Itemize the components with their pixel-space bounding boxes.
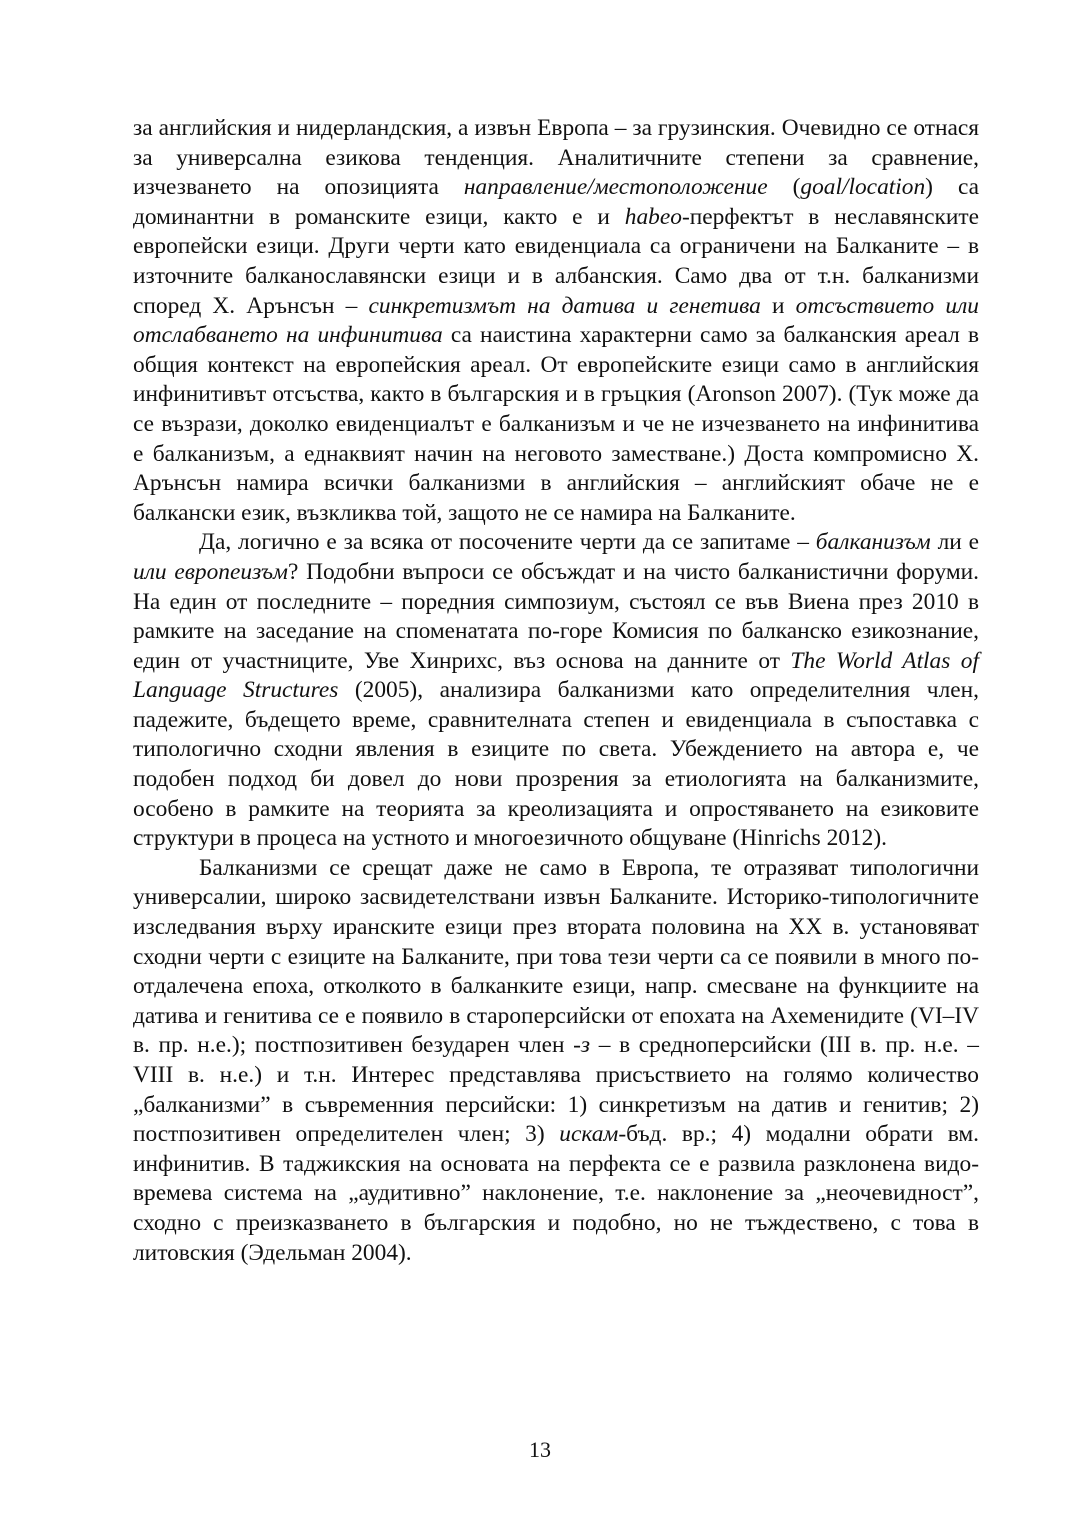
italic-text: goal/location: [800, 174, 926, 201]
italic-text: балканизъм: [815, 529, 931, 556]
italic-text: искам: [559, 1121, 619, 1148]
text-run: – в средноперсийски (III в. пр. н.е. – VIII в. н.е.) и т.н. Интерес представлява присъствието на голямо количество „балканизми” в съвременния персийски: 1) синкретизъм на датив и генитив; 2) постпозитивен определителен член; 3): [133, 1032, 979, 1148]
text-run: ? Подобни въпроси се обсъждат и на чисто балканистични форуми. На един от последните – поредния симпозиум, състоял се във Виена през 2010 в рамките на заседание на споменатата по-горе Комисия по балканско езикознание, един от участниците, Уве Хинрихс, въз основа на данните от: [133, 558, 979, 674]
text-run: -перфектът в неславянските европейски езици. Други черти като евиденциала са ограничени на Балканите – в източните балканославянски езици и в албанския. Само два от т.н. балканизми според Х. Арънсън –: [133, 203, 979, 319]
text-run: -бъд. вр.; 4) модални обрати вм. инфинитив. В таджикския на основата на перфекта се е развила разклонена видо-времева система на „аудитивно” наклонение, т.е. наклонение за „неочевидност”, сходно с преизказването в българския и подобно, но не тъждествено, с това в литовския (Эдельман 2004).: [133, 1121, 979, 1266]
paragraph-1: [133, 114, 979, 528]
text-run: (2005), анализира балканизми като определителния член, падежите, бъдещето време, сравнителната степен и евиденциала в съпоставка с типологично сходни явления в езиците по света. Убеждението на автора е, че подобен подход би довел до нови прозрения за етиологията на балканизмите, особено в рамките на теорията за креолизацията и опростяването на езиковите структури в процеса на устното и многоезичното общуване (Hinrichs 2012).: [133, 677, 979, 852]
page-number: 13: [529, 1437, 551, 1462]
text-run: и: [760, 292, 796, 319]
italic-text: направление/местоположение: [463, 174, 768, 201]
italic-text: синкретизмът на датива и генетива: [368, 292, 761, 319]
text-run: (: [767, 174, 801, 201]
italic-text: The World Atlas of Language Structures: [133, 647, 979, 704]
text-run: ) са доминантни в романските езици: [133, 174, 979, 230]
paragraph-2: [133, 528, 979, 854]
text-run: Да, логично е за всяка от посочените черти да се запитаме –: [199, 529, 816, 556]
paragraph-3: [133, 854, 979, 1268]
italic-text: отсъствието или отслабването на инфинитива: [133, 292, 979, 349]
page-body: [133, 114, 979, 1268]
text-run: ли е: [930, 529, 979, 556]
text-run: Балканизми се срещат даже не само в Европа, те отразяват типологични универсалии, широко засвидетелствани извън Балканите. Историко-типологичните изследвания върху иранските езици през втората половина на ХХ в. установяват сходни черти с езиците на Балканите, при това тези черти са се появили в много по-отдалечена епоха, отколкото в балканките езици, напр. смесване на функциите на датива и генитива се е появило в староперсийски от епохата на Ахеменидите (VI–IV в. пр. н.е.); постпозитивен безударен член: [133, 854, 979, 1059]
italic-text: -з: [573, 1032, 591, 1059]
italic-text: ,: [482, 203, 489, 230]
text-run: както е и: [488, 203, 625, 230]
italic-text: habeo: [624, 203, 682, 230]
text-run: за английския и нидерландския, а извън Европа – за грузинския. Очевидно се отнася за универсална езикова тенденция. Аналитичните степени за сравнение, изчезването на опозицията: [133, 115, 979, 201]
italic-text: или европеизъм: [133, 558, 288, 585]
text-run: са наистина характерни само за балканския ареал в общия контекст на европейския ареал. От европейските езици само в английския инфинитивът отсъства, както в българския и в гръцкия (Aronson 2007). (Тук може да се възрази, доколко евиденциалът е балканизъм и че не изчезването на инфинитива е балканизъм, а еднаквият начин на неговото заместване.) Доста компромисно Х. Арънсън намира всички балканизми в английския – английският обаче не е балкански език, възкликва той, защото не се намира на Балканите.: [133, 322, 979, 526]
